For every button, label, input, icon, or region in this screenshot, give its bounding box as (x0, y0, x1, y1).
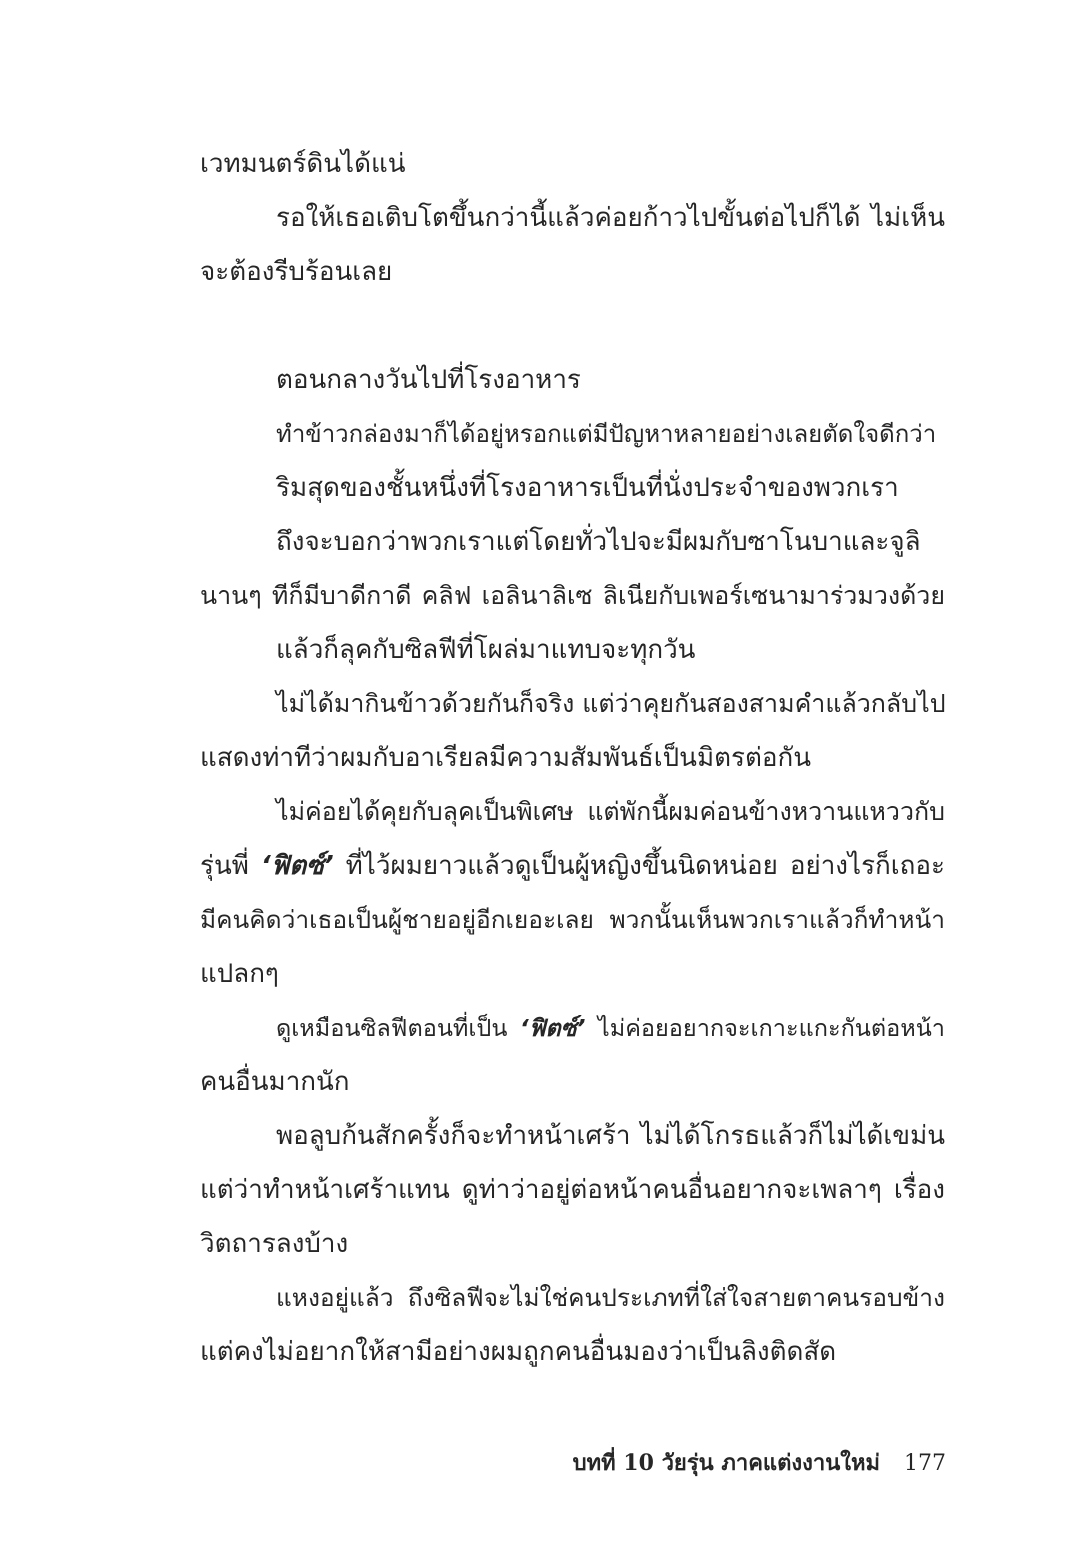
text-line: แหงอยู่แล้ว ถึงซิลฟีจะไม่ใช่คนประเภทที่ใส่ใจสายตาคนรอบข้าง (276, 1283, 945, 1312)
text-line: เวทมนตร์ดินได้แน่ (200, 149, 406, 179)
text-line: คนอื่นมากนัก (200, 1067, 350, 1097)
text-line: แต่คงไม่อยากให้สามีอย่างผมถูกคนอื่นมองว่าเป็นลิงติดสัด (200, 1337, 837, 1367)
page-footer (560, 1446, 946, 1481)
text-line: แปลกๆ (200, 959, 279, 989)
text-line: แสดงท่าทีว่าผมกับอาเรียลมีความสัมพันธ์เป็นมิตรต่อกัน (200, 743, 811, 773)
page-number: 177 (904, 1451, 946, 1476)
text-line: ไม่ได้มากินข้าวด้วยกันก็จริง แต่ว่าคุยกันสองสามคำแล้วกลับไป (276, 689, 946, 718)
text-segment: รุ่นพี่ (200, 851, 261, 881)
text-segment: ที่ไว้ผมยาวแล้วดูเป็นผู้หญิงขึ้นนิดหน่อย อย่างไรก็เถอะ (333, 851, 945, 881)
text-line: มีคนคิดว่าเธอเป็นผู้ชายอยู่อีกเยอะเลย พวกนั้นเห็นพวกเราแล้วก็ทำหน้า (200, 905, 945, 934)
text-line: ตอนกลางวันไปที่โรงอาหาร (276, 365, 581, 395)
body-text (200, 137, 945, 1379)
text-line (200, 839, 945, 893)
text-segment: ดูเหมือนซิลฟีตอนที่เป็น (276, 1014, 520, 1042)
text-line: พอลูบก้นสักครั้งก็จะทำหน้าเศร้า ไม่ได้โกรธแล้วก็ไม่ได้เขม่น (276, 1121, 945, 1151)
emphasized-name: ‘ฟิตซ์’ (519, 1014, 586, 1042)
paragraph-gap (200, 299, 945, 353)
text-line: แล้วก็ลุคกับซิลฟีที่โผล่มาแทบจะทุกวัน (276, 635, 696, 665)
text-line: ถึงจะบอกว่าพวกเราแต่โดยทั่วไปจะมีผมกับซาโนบาและจูลิ (276, 527, 921, 557)
emphasized-name: ‘ฟิตซ์’ (260, 851, 334, 881)
text-line: รอให้เธอเติบโตขึ้นกว่านี้แล้วค่อยก้าวไปขั้นต่อไปก็ได้ ไม่เห็น (276, 203, 945, 233)
text-line (200, 1001, 945, 1055)
text-line: ริมสุดของชั้นหนึ่งที่โรงอาหารเป็นที่นั่งประจำของพวกเรา (276, 473, 899, 503)
text-line: แต่ว่าทำหน้าเศร้าแทน ดูท่าว่าอยู่ต่อหน้าคนอื่นอยากจะเพลาๆ เรื่อง (200, 1175, 945, 1205)
text-line: ทำข้าวกล่องมาก็ได้อยู่หรอกแต่มีปัญหาหลายอย่างเลยตัดใจดีกว่า (276, 420, 937, 448)
text-line: จะต้องรีบร้อนเลย (200, 257, 393, 287)
text-line: ไม่ค่อยได้คุยกับลุคเป็นพิเศษ แต่พักนี้ผมค่อนข้างหวานแหววกับ (276, 797, 945, 826)
text-line: วิตถารลงบ้าง (200, 1229, 349, 1259)
text-line: นานๆ ทีก็มีบาดีกาดี คลิฟ เอลินาลิเซ ลิเนียกับเพอร์เซนามาร่วมวงด้วย (200, 581, 945, 610)
text-segment: ไม่ค่อยอยากจะเกาะแกะกันต่อหน้า (585, 1014, 945, 1042)
chapter-title: บทที่ 10 วัยรุ่น ภาคแต่งงานใหม่ (572, 1450, 880, 1476)
